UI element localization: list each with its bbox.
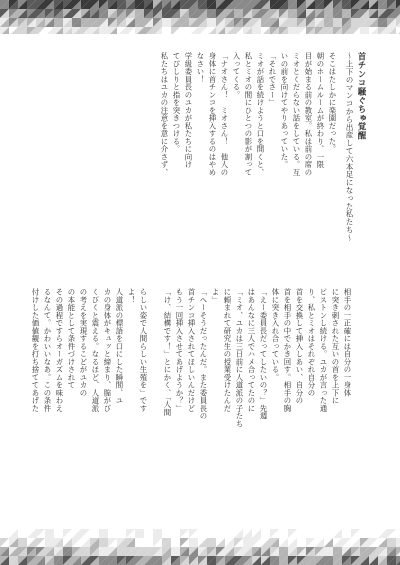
border-triangle <box>270 529 279 538</box>
border-triangle <box>117 27 126 34</box>
text-column: ミオとくだらない話をしている。互 <box>292 52 301 176</box>
text-column: 目が始まる前の教室。私は前の席の <box>304 52 313 176</box>
border-triangle <box>351 529 360 538</box>
border-triangle <box>36 538 45 547</box>
border-triangle <box>351 538 360 547</box>
text-column: ミオが話を続けようと口を開くと、 <box>256 52 265 176</box>
text-column: らしい姿で人間らしい生殖を」です <box>139 288 148 412</box>
border-triangle <box>189 27 198 34</box>
border-triangle <box>234 529 243 538</box>
text-column: 私とミオの間にひとつの影が割って <box>244 52 253 176</box>
border-triangle <box>63 538 72 547</box>
border-triangle <box>45 27 54 34</box>
border-triangle <box>72 538 81 547</box>
manga-text-lower <box>30 52 368 508</box>
border-triangle <box>333 538 342 547</box>
border-triangle <box>351 27 360 34</box>
border-triangle <box>207 27 216 34</box>
border-triangle <box>243 529 252 538</box>
text-column: 身体に首チンコを挿入するのはやめ <box>208 52 217 176</box>
text-column: 「け、結構です！」とにかく、「人間 <box>163 288 172 417</box>
decorative-border-bottom <box>0 529 400 565</box>
text-column: 入ってくる。 <box>232 52 241 99</box>
text-column: なさい！ <box>196 52 205 83</box>
story-title: 首チンコ騒ぐちゅ覚醒 <box>357 52 367 140</box>
border-triangle <box>225 538 234 547</box>
text-column: 「ナオさん！ ミオさん！ 他人の <box>220 52 229 176</box>
text-column: 体に突き入れ合っている。 <box>271 288 280 381</box>
text-column: 私たちはユカの注意を意に介さず、 <box>160 52 169 176</box>
text-column: ピストンし続ける。ユカが言った通 <box>319 288 328 412</box>
text-column: カの身体がキュッと締まり、膣がび <box>103 288 112 412</box>
text-column: もう一回挿入させてあげようか？」 <box>175 288 184 412</box>
border-triangle <box>279 538 288 547</box>
text-column: 付けした価値観を打ち捨ててあげた <box>31 288 40 412</box>
border-triangle <box>63 529 72 538</box>
border-triangle <box>9 27 18 34</box>
border-triangle <box>36 27 45 34</box>
border-triangle <box>378 538 387 547</box>
text-column: の考えを実現するこどがユカの <box>79 288 88 397</box>
border-triangle <box>369 538 378 547</box>
border-triangle <box>342 538 351 547</box>
text-column: 相手の一正確には自分の一身体 <box>343 288 352 397</box>
border-triangle <box>171 27 180 34</box>
border-triangle <box>324 538 333 547</box>
border-triangle <box>333 529 342 538</box>
border-triangle <box>378 529 387 538</box>
border-triangle <box>180 529 189 538</box>
border-triangle <box>234 27 243 34</box>
text-column: よ！ <box>127 288 136 304</box>
border-triangle <box>72 529 81 538</box>
text-column: 「えー委員長だってしたいの？」先週 <box>259 288 268 420</box>
border-triangle <box>126 27 135 34</box>
text-column: 首を交換して挿入しあい、自分の <box>295 288 304 405</box>
border-triangle <box>315 538 324 547</box>
text-column: はあんなに三人でハメ合ってたのに <box>247 288 256 412</box>
border-triangle <box>189 529 198 538</box>
text-column: 首チンコ挿入されてほしいんだけど <box>187 288 196 412</box>
border-triangle <box>261 27 270 34</box>
border-triangle <box>36 529 45 538</box>
text-column: の本能として条件づけされて <box>67 288 76 389</box>
border-triangle <box>27 538 36 547</box>
text-column: 「へーそうだったんだ。また委員長の <box>199 288 208 420</box>
text-column: そこはたしかに楽園だった。 <box>328 52 337 153</box>
text-column: 「ミオ、ユカは三日前に人道派の子たち <box>235 288 244 428</box>
text-column: 首を相手の中でかき回す。相手の胸 <box>283 288 292 412</box>
text-column: り、私とミオはそれぞれ自分の <box>307 288 316 397</box>
border-triangle <box>126 529 135 538</box>
border-triangle <box>9 529 18 538</box>
text-column: てぴしりと指を突きつける。 <box>172 52 181 153</box>
text-column: るなんて。かわいいなあ。この条件 <box>43 288 52 412</box>
text-column: 人道派の標語を口にした瞬間、ユ <box>115 288 124 405</box>
border-triangle <box>153 538 162 547</box>
border-triangle <box>0 538 9 547</box>
border-triangle <box>180 538 189 547</box>
text-column: いの前を向けてやりあっていた。 <box>280 52 289 169</box>
decorative-border-top <box>0 0 400 34</box>
text-column: その過程ですらオーガズムを味わえ <box>55 288 64 412</box>
story-subtitle: 〜上下のマンコから出産して六本足になった私たち〜 <box>345 52 354 242</box>
border-triangle <box>81 529 90 538</box>
border-triangle <box>81 538 90 547</box>
border-triangle <box>306 538 315 547</box>
text-column: 学級委員長のユカが私たちに向け <box>184 52 193 169</box>
text-column: に突き刺された互いの首を上下に <box>331 288 340 405</box>
border-triangle <box>288 529 297 538</box>
text-column: 朝のホームルームが終わり、一限 <box>316 52 325 169</box>
border-triangle <box>387 529 396 538</box>
border-triangle <box>108 538 117 547</box>
border-triangle <box>261 538 270 547</box>
border-triangle <box>252 538 261 547</box>
text-column: くびくと震える。なるほど、人道派 <box>91 288 100 412</box>
border-triangle <box>369 27 378 34</box>
border-triangle <box>198 27 207 34</box>
border-triangle <box>252 529 261 538</box>
text-column: に頼まれて研究生の授業受けたんだ <box>223 288 232 412</box>
text-column: 「それでさー」 <box>268 52 277 107</box>
border-triangle <box>27 529 36 538</box>
border-triangle <box>288 538 297 547</box>
border-triangle <box>234 538 243 547</box>
border-triangle <box>396 27 400 34</box>
text-column: よ」 <box>211 288 220 304</box>
border-triangle <box>216 538 225 547</box>
border-triangle <box>198 538 207 547</box>
border-triangle <box>297 27 306 34</box>
